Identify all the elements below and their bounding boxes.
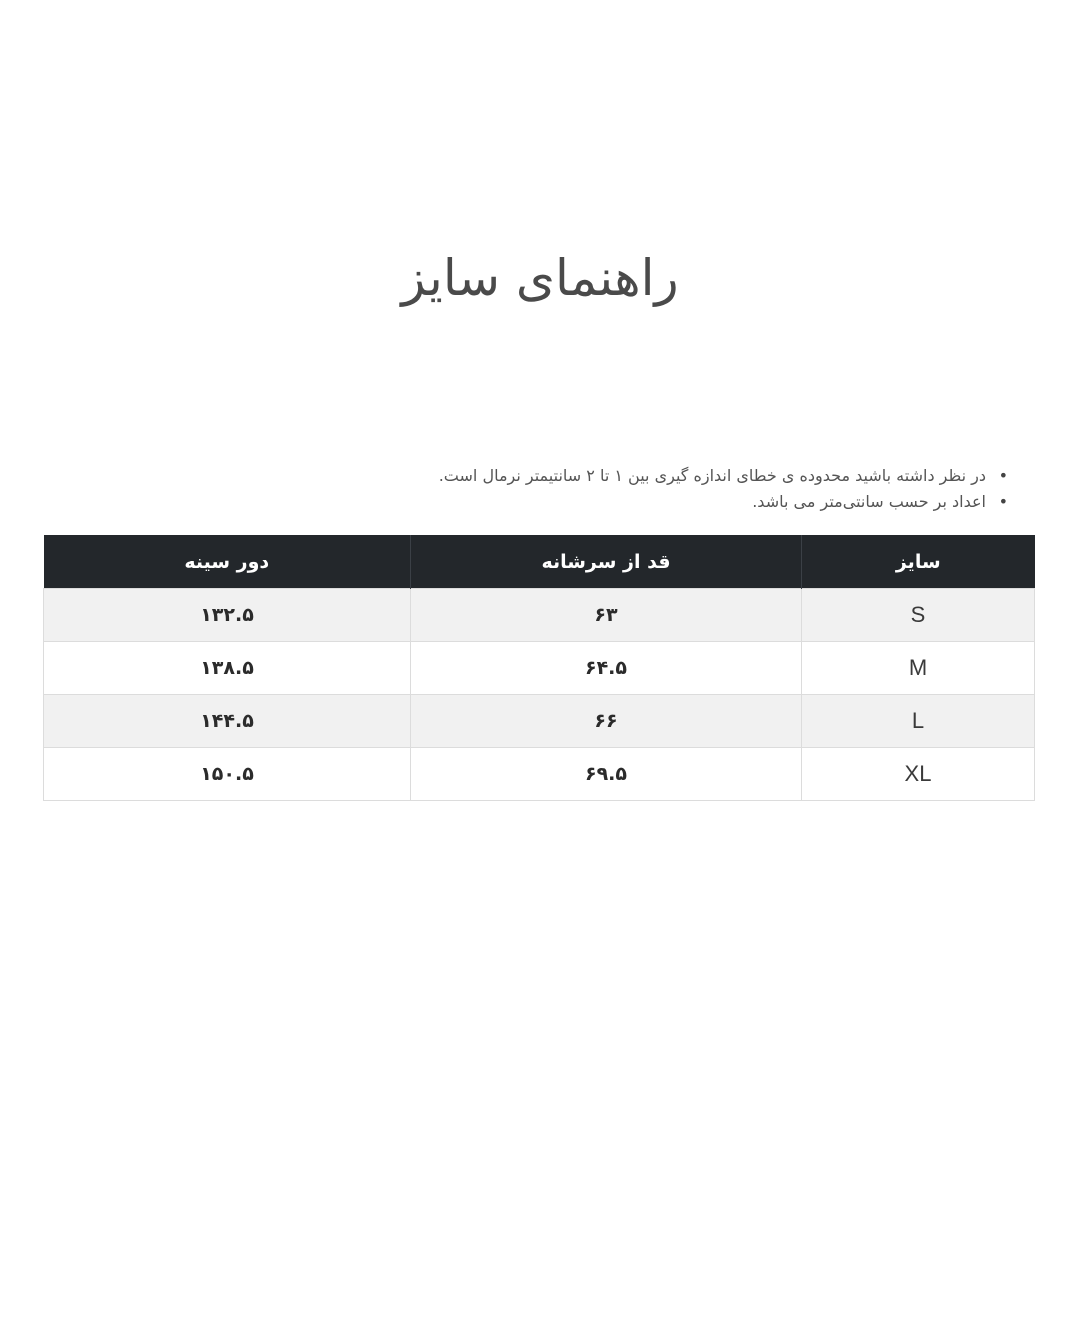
size-note-text: در نظر داشته باشید محدوده ی خطای اندازه گیری بین ۱ تا ۲ سانتیمتر نرمال است. xyxy=(438,466,986,485)
chest-cell: ۱۴۴.۵ xyxy=(44,695,411,748)
header-shoulder-length: قد از سرشانه xyxy=(411,535,802,589)
chest-cell: ۱۵۰.۵ xyxy=(44,748,411,801)
size-notes-list xyxy=(308,463,1008,515)
header-chest: دور سینه xyxy=(44,535,411,589)
bullet-icon: • xyxy=(998,466,1008,485)
chest-cell: ۱۳۲.۵ xyxy=(44,589,411,642)
size-note-text: اعداد بر حسب سانتی‌متر می باشد. xyxy=(752,492,986,511)
size-cell: XL xyxy=(802,748,1035,801)
size-cell: M xyxy=(802,642,1035,695)
table-row xyxy=(44,642,1035,695)
header-size: سایز xyxy=(802,535,1035,589)
table-row xyxy=(44,589,1035,642)
table-header-row xyxy=(44,535,1035,589)
size-note-item xyxy=(308,489,1008,515)
shoulder-length-cell: ۶۳ xyxy=(411,589,802,642)
size-cell: S xyxy=(802,589,1035,642)
page-title: راهنمای سایز xyxy=(401,249,679,307)
table-row xyxy=(44,748,1035,801)
bullet-icon: • xyxy=(998,492,1008,511)
shoulder-length-cell: ۶۶ xyxy=(411,695,802,748)
size-chart-table xyxy=(43,535,1035,801)
shoulder-length-cell: ۶۴.۵ xyxy=(411,642,802,695)
table-row xyxy=(44,695,1035,748)
size-note-item xyxy=(308,463,1008,489)
shoulder-length-cell: ۶۹.۵ xyxy=(411,748,802,801)
size-cell: L xyxy=(802,695,1035,748)
chest-cell: ۱۳۸.۵ xyxy=(44,642,411,695)
